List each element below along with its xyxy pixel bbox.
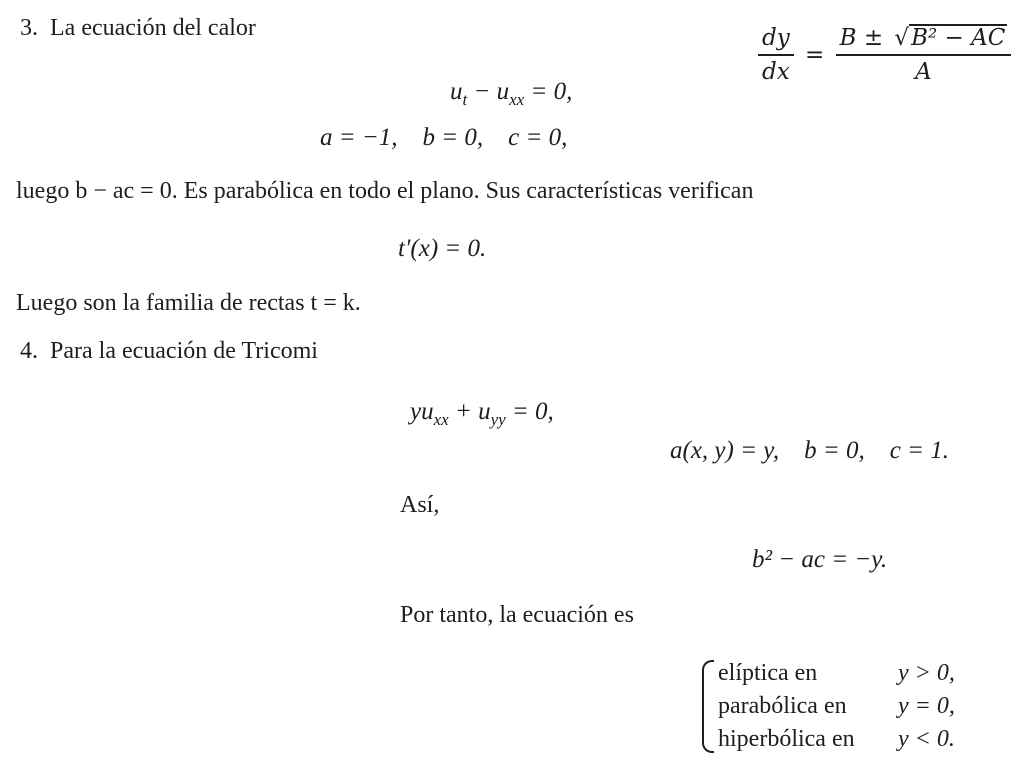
case-condition: y > 0,	[898, 660, 955, 686]
section-3-heading	[20, 15, 256, 42]
case-type: hiperbólica en	[718, 726, 855, 752]
heat-equation: $u_t - u_{xx} = 0$,	[450, 78, 573, 109]
derivative-formula	[758, 24, 1011, 85]
left-brace-icon	[702, 660, 714, 753]
tricomi-equation: $yu_{xx} + u_{yy} = 0$,	[410, 398, 554, 429]
characteristic-equation: t′(x) = 0.	[398, 235, 487, 262]
classification-cases	[702, 660, 1008, 753]
sqrt-content: B² − AC	[911, 25, 1006, 51]
discriminant-equation: b² − ac = −y.	[752, 546, 888, 573]
rhs-denominator: A	[915, 59, 932, 85]
fraction-numerator: dy	[762, 24, 790, 51]
section-title: Para la ecuación de Tricomi	[50, 338, 318, 364]
case-condition: y = 0,	[898, 693, 955, 719]
rhs-fraction	[836, 24, 1012, 85]
case-type: parabólica en	[718, 693, 847, 719]
tricomi-coefficients: a(x, y) = y, b = 0, c = 1.	[670, 437, 950, 464]
rhs-prefix: B ±	[839, 25, 884, 51]
heat-paragraph: luego b − ac = 0. Es parabólica en todo el plano. Sus características verifican	[16, 178, 754, 204]
rhs-numerator	[836, 24, 1012, 51]
section-4-heading	[20, 338, 318, 365]
fraction-bar	[758, 54, 794, 56]
dy-dx-fraction	[758, 25, 794, 85]
sqrt-icon: √	[894, 25, 910, 51]
por-tanto-text: Por tanto, la ecuación es	[400, 602, 634, 628]
section-number: 4.	[20, 338, 38, 364]
heat-conclusion: Luego son la familia de rectas t = k.	[16, 290, 361, 316]
fraction-denominator: dx	[762, 58, 790, 85]
asi-text: Así,	[400, 492, 440, 518]
section-number: 3.	[20, 15, 38, 41]
heat-coefficients: a = −1, b = 0, c = 0,	[320, 124, 568, 151]
section-title: La ecuación del calor	[50, 15, 256, 41]
cases-rows	[718, 660, 1008, 753]
fraction-bar	[836, 54, 1012, 56]
equals-sign: =	[805, 41, 825, 68]
case-type: elíptica en	[718, 660, 818, 686]
case-condition: y < 0.	[898, 726, 955, 752]
